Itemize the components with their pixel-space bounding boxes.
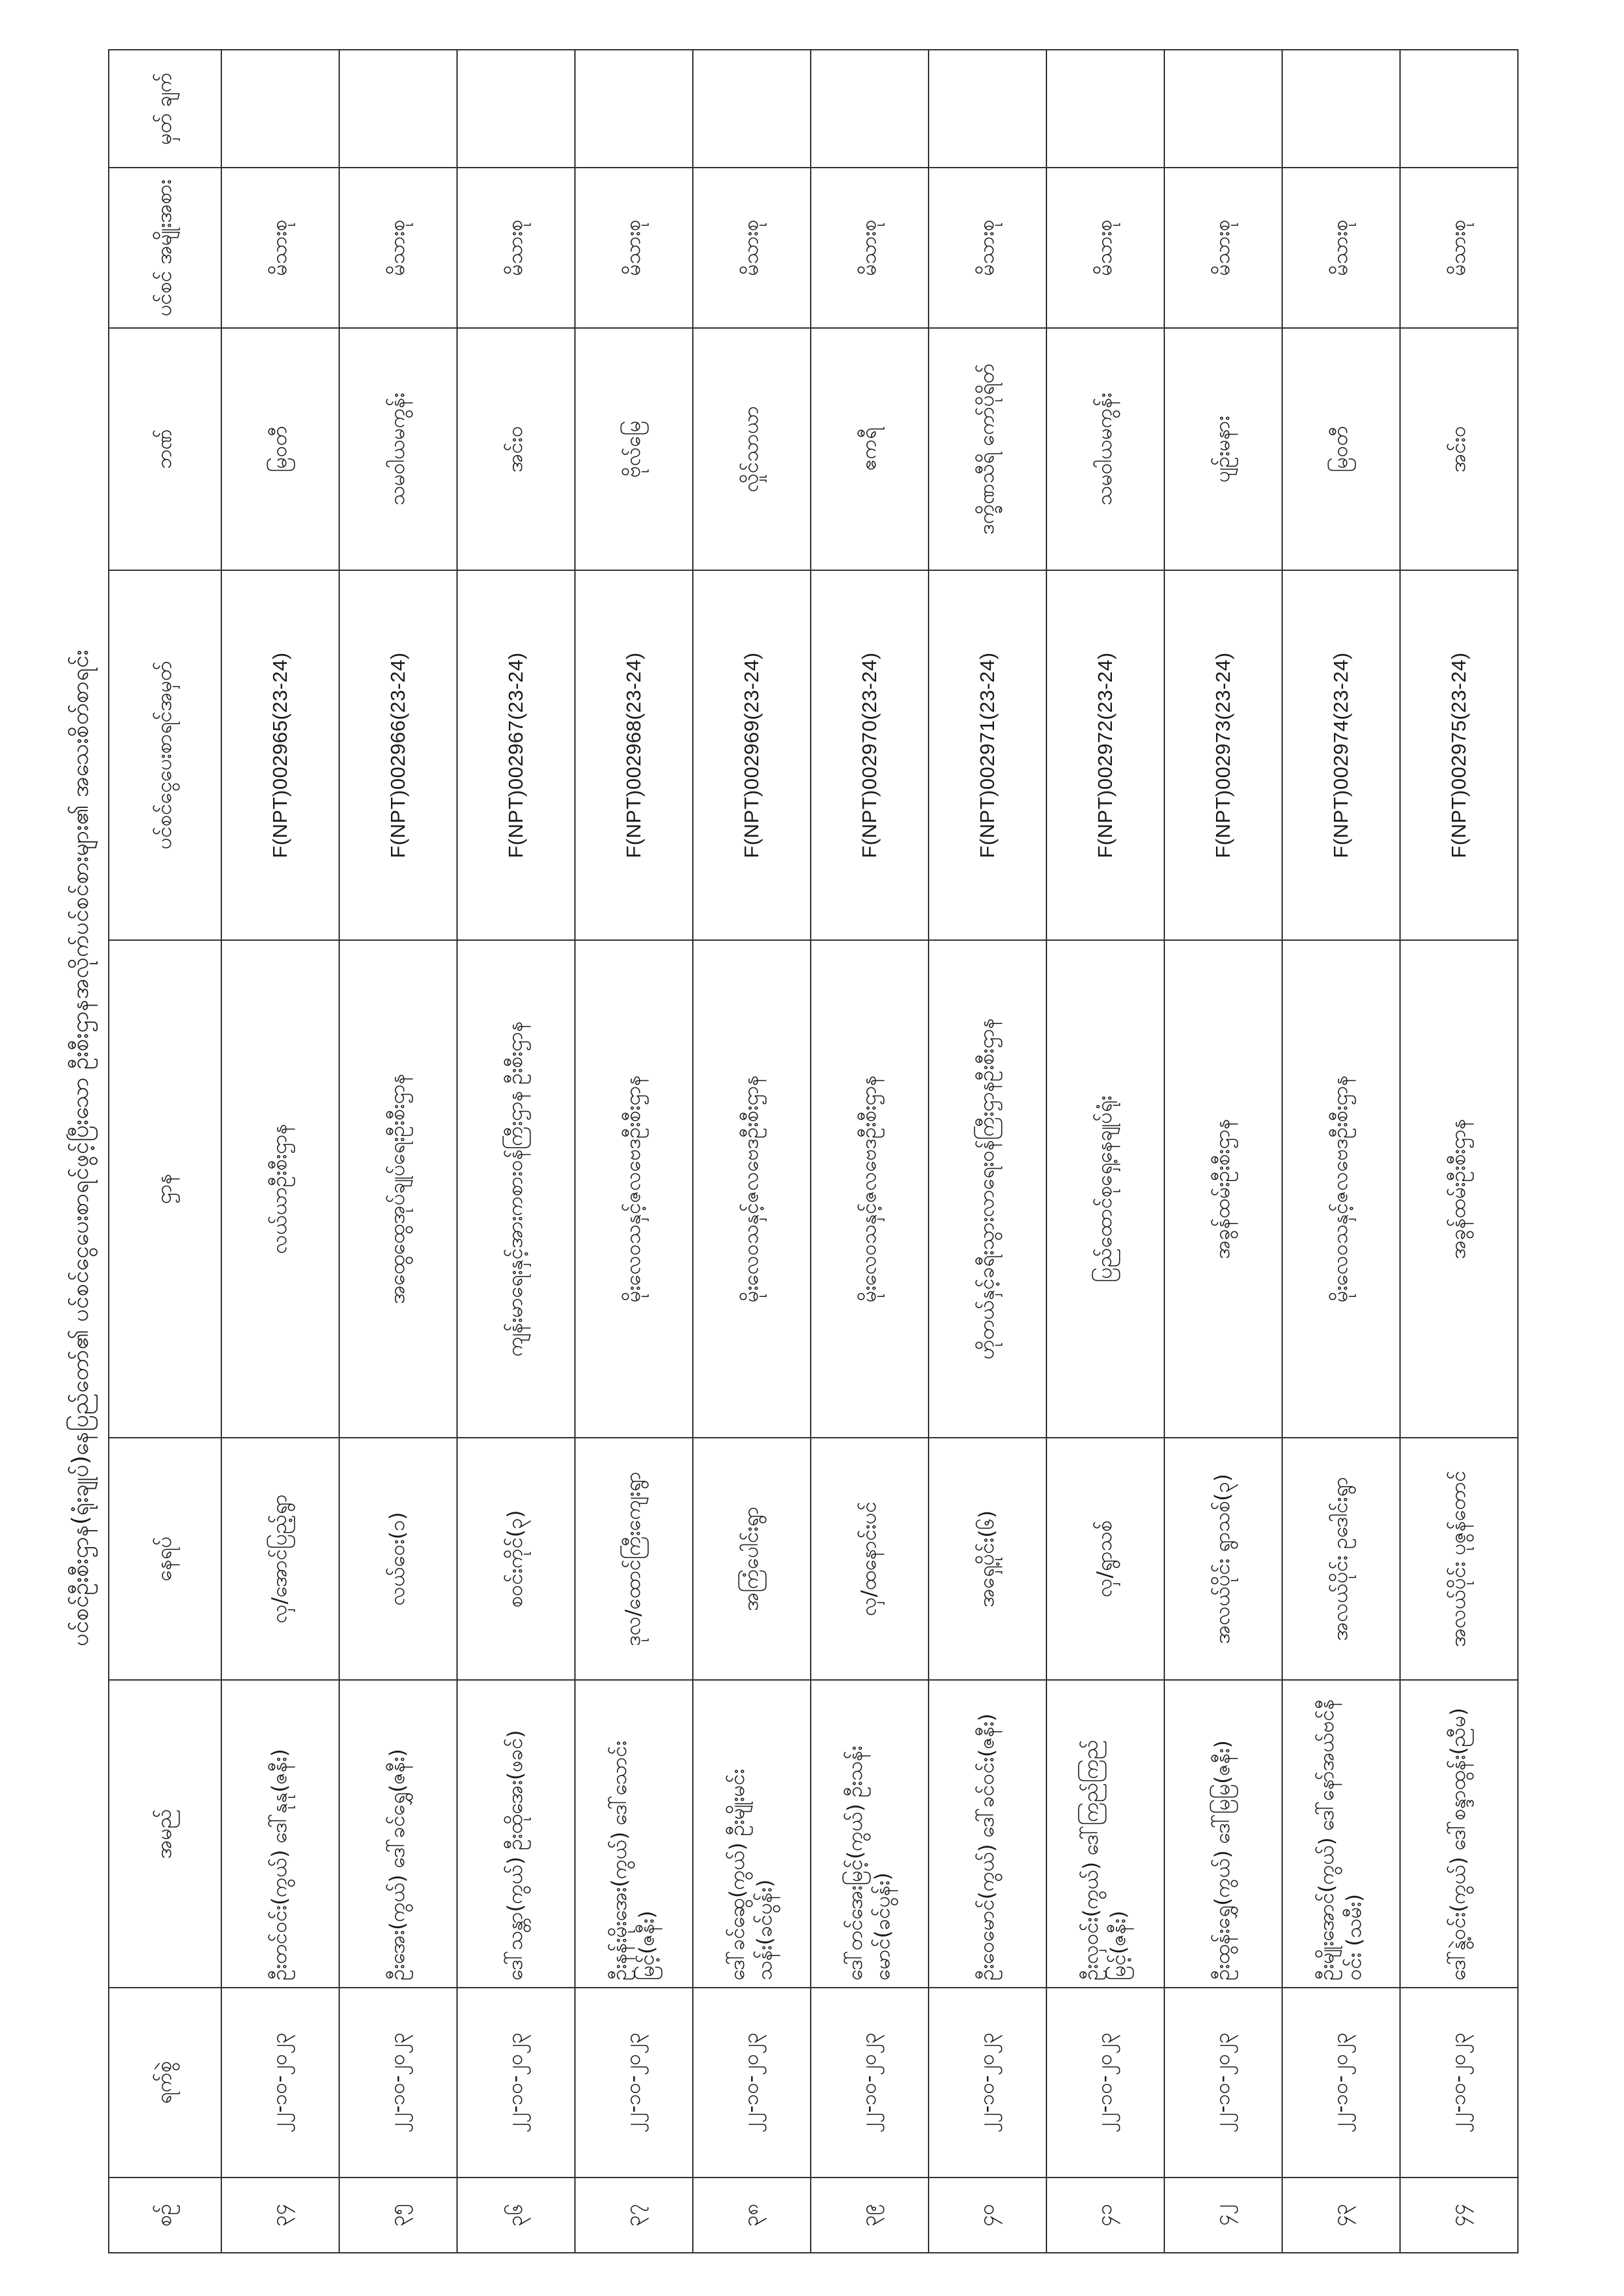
cell-date: ၂၂-၁၀-၂၀၂၃ [339, 1988, 457, 2178]
col-header-pension-type: ပင်စင် အမျိုးအစား [109, 168, 221, 328]
cell-bank: သမဝါယမကွန်း [339, 328, 457, 570]
cell-pension-no: F(NPT)002965(23-24) [221, 570, 339, 940]
cell-bank: ဒက္ခိဏသီရိ ကော်ပိုရိတ် [929, 328, 1046, 570]
cell-pension-type: မိသားစု [811, 168, 929, 328]
cell-remark [1400, 50, 1518, 168]
cell-name: ဦးအေး(ကွယ်) ဒေါ်ခင်ရွှေ(ဇနီး) [339, 1680, 457, 1988]
cell-remark [1046, 50, 1164, 168]
cell-department: အထွေထွေအုပ်ချုပ်ရေးဦးစီးဌာန [339, 940, 457, 1438]
cell-department: အခွန်ထမ်းဦးစီးဌာန [1400, 940, 1518, 1438]
cell-remark [1164, 50, 1282, 168]
cell-address: လယ်ဝေး(၁) [339, 1438, 457, 1680]
cell-address: အလယ်ပိုင်း ရွာသစ်(၃) [1164, 1438, 1282, 1680]
cell-date: ၂၂-၁၀-၂၀၂၃ [1400, 1988, 1518, 2178]
cell-bank: အင်းဝ [457, 328, 575, 570]
cell-bank: မြဝတီ [1282, 328, 1400, 570]
cell-pension-no: F(NPT)002975(23-24) [1400, 570, 1518, 940]
cell-pension-type: မိသားစု [1400, 168, 1518, 328]
cell-name: ဒေါ်သန္တာ(ကွယ်) ဦးထိုအေး(ဖခင်) [457, 1680, 575, 1988]
cell-name: ဦးဝေမောင်(ကွယ်) ဒေါ်ခင်ဝင်း(ဇနီး) [929, 1680, 1046, 1988]
cell-address: လှ/ရွာသစ် [1046, 1438, 1164, 1680]
header-row [109, 50, 221, 2253]
cell-department: ဟိုတယ်နှင့်ခရီးသွားလာရေးဝန်ကြီးဌာနဦးစီးဌာန [929, 940, 1046, 1438]
cell-department: အခွန်ထမ်းဦးစီးဌာန [1164, 940, 1282, 1438]
table-row [1400, 50, 1518, 2253]
cell-date: ၂၂-၁၀-၂၀၂၃ [1164, 1988, 1282, 2178]
cell-remark [221, 50, 339, 168]
col-header-remark: မှတ် ချက် [109, 50, 221, 168]
table-row [929, 50, 1046, 2253]
table-row [221, 50, 339, 2253]
cell-address: လှ/ထနောင်းပင် [811, 1438, 929, 1680]
cell-name: ဒေါ်ခင်ဆွေ(ကွယ်) ဦးမျိုးမင်းသန်း(ခင်ပွန်း) [693, 1680, 811, 1988]
cell-pension-no: F(NPT)002970(23-24) [811, 570, 929, 940]
cell-pension-type: မိသားစု [221, 168, 339, 328]
col-header-department: ဌာန [109, 940, 221, 1438]
table-row [339, 50, 457, 2253]
cell-pension-type: မိသားစု [1282, 168, 1400, 328]
cell-remark [457, 50, 575, 168]
pension-register-table [108, 49, 1519, 2253]
col-header-bank: ဘဏ် [109, 328, 221, 570]
cell-date: ၂၂-၁၀-၂၀၂၃ [693, 1988, 811, 2178]
cell-remark [575, 50, 693, 168]
cell-bank: သမဝါယမကွန်း [1046, 328, 1164, 570]
cell-no: ၄၁ [1046, 2178, 1164, 2253]
cell-date: ၂၂-၁၀-၂၀၂၃ [221, 1988, 339, 2178]
cell-pension-no: F(NPT)002973(23-24) [1164, 570, 1282, 940]
cell-date: ၂၂-၁၀-၂၀၂၃ [1046, 1988, 1164, 2178]
cell-pension-no: F(NPT)002967(23-24) [457, 570, 575, 940]
cell-department: မိုးလေဝသနှင့်ဇလဗေဒဦးစီးဌာန [693, 940, 811, 1438]
cell-bank: မြဝတီ [221, 328, 339, 570]
cell-pension-type: မိသားစု [1046, 168, 1164, 328]
table-row [1046, 50, 1164, 2253]
table-row [1282, 50, 1400, 2253]
table-row [693, 50, 811, 2253]
table-row [457, 50, 575, 2253]
cell-no: ၃၄ [221, 2178, 339, 2253]
cell-pension-no: F(NPT)002971(23-24) [929, 570, 1046, 940]
cell-no: ၃၅ [339, 2178, 457, 2253]
cell-remark [929, 50, 1046, 168]
cell-date: ၂၂-၁၀-၂၀၂၃ [811, 1988, 929, 2178]
cell-pension-type: မိသားစု [339, 168, 457, 328]
cell-address: အကြံပေါင်းရွာ [693, 1438, 811, 1680]
cell-pension-type: မိသားစု [1164, 168, 1282, 328]
cell-remark [811, 50, 929, 168]
col-header-no: စဉ် [109, 2178, 221, 2253]
cell-address: စဝင်းကိုင်(၃) [457, 1438, 575, 1680]
cell-address: လှ/အောင်ပြည့်ရွာ [221, 1438, 339, 1680]
cell-bank: လှိုင်သာယာ [693, 328, 811, 570]
cell-pension-no: F(NPT)002966(23-24) [339, 570, 457, 940]
cell-name: ဒေါ်နွဲ့ဝင်း(ကွယ်) ဒေါ်စန္ဒာထွန်း(ညီမ) [1400, 1680, 1518, 1988]
cell-no: ၄၂ [1164, 2178, 1282, 2253]
col-header-address: နေရပ် [109, 1438, 221, 1680]
cell-date: ၂၂-၁၀-၂၀၂၃ [457, 1988, 575, 2178]
cell-remark [1282, 50, 1400, 168]
cell-no: ၄၄ [1400, 2178, 1518, 2253]
cell-address: ဒုလ/ထောင်ကြီးကျေးရွာ [575, 1438, 693, 1680]
cell-pension-no: F(NPT)002968(23-24) [575, 570, 693, 940]
cell-department: မိုးလေဝသနှင့်ဇလဗေဒဦးစီးဌာန [575, 940, 693, 1438]
cell-no: ၃၉ [811, 2178, 929, 2253]
table-row [575, 50, 693, 2253]
cell-address: အရှေ့ပိုင်း(၆) [929, 1438, 1046, 1680]
cell-date: ၂၂-၁၀-၂၀၂၃ [1282, 1988, 1400, 2178]
col-header-date: ရက်စွဲ [109, 1988, 221, 2178]
cell-pension-type: မိသားစု [929, 168, 1046, 328]
cell-address: အလယ်ပိုင်း ဥဒေါင်းရွာ [1282, 1438, 1400, 1680]
cell-name: ဦးနန်းမိုးအေး(ကွယ်) ဒေါ်သောင်းမြင့်(ဇနီး) [575, 1680, 693, 1988]
cell-bank: အင်းဝ [1400, 328, 1518, 570]
cell-no: ၃၇ [575, 2178, 693, 2253]
document-title: ပင်စင်ဦးစီးဌာန(ရုံးချုပ်)နေပြည်တော်၏ ပင်စင်ငွေပေးစာရင်ဖွင့်ပြီးသော ဦးစီးဌာနအလိုက်ပင်စင်စားများ၏ အသေးစိတ်စာရင်း [67, 649, 94, 1647]
cell-department: လယ်ယာဦးစီးဌာန [221, 940, 339, 1438]
col-header-name: အမည် [109, 1680, 221, 1988]
cell-pension-no: F(NPT)002972(23-24) [1046, 570, 1164, 940]
table-row [1164, 50, 1282, 2253]
cell-remark [693, 50, 811, 168]
cell-department: မိုးလေဝသနှင့်ဇလဗေဒဦးစီးဌာန [811, 940, 929, 1438]
cell-name: ဦးတင်ဝင်း(ကွယ်) ဒေါ်နုနု(ဇနီး) [221, 1680, 339, 1988]
cell-no: ၃၆ [457, 2178, 575, 2253]
cell-name: ဦးမျိုးအောင်(ကွယ်) ဒေါ်နော်အယ်ဗင်နီဝင်း (သမီး) [1282, 1680, 1400, 1988]
cell-bank: ဗိုလ်မြေ [575, 328, 693, 570]
cell-remark [339, 50, 457, 168]
cell-no: ၄၃ [1282, 2178, 1400, 2253]
cell-name: ဦးထွန်းရွှေ(ကွယ်) ဒေါ်မြမြ(ဇနီး) [1164, 1680, 1282, 1988]
cell-department: ကျန်းမာရေးနှင့်အားကစားဝန်ကြီးဌာန ဦးစီးဌာန [457, 940, 575, 1438]
cell-name: ဦးလှဝင်း(ကွယ်) ဒေါ်ကြည်ကြည်မြင့်(ဇနီး) [1046, 1680, 1164, 1988]
cell-no: ၃၈ [693, 2178, 811, 2253]
cell-pension-type: မိသားစု [457, 168, 575, 328]
cell-bank: ဧကရီ [811, 328, 929, 570]
cell-no: ၄၀ [929, 2178, 1046, 2253]
cell-pension-type: မိသားစု [575, 168, 693, 328]
cell-pension-no: F(NPT)002974(23-24) [1282, 570, 1400, 940]
cell-department: ပြည်ထောင်စုရှေ့နေချုပ်ရုံး [1046, 940, 1164, 1438]
table-row [811, 50, 929, 2253]
cell-pension-type: မိသားစု [693, 168, 811, 328]
cell-pension-no: F(NPT)002969(23-24) [693, 570, 811, 940]
cell-address: အလယ်ပိုင်း ပုဇွန်တောင် [1400, 1438, 1518, 1680]
cell-date: ၂၂-၁၀-၂၀၂၃ [575, 1988, 693, 2178]
cell-name: ဒေါ်တင်အေးမြင့်(ကွယ်) ဦးသန်းမောင်(ခင်ပွန်း) [811, 1680, 929, 1988]
col-header-pension-no: ပင်စင်ငွေပေးစာရင်အမှတ် [109, 570, 221, 940]
cell-department: မိုးလေဝသနှင့်ဇလဗေဒဦးစီးဌာန [1282, 940, 1400, 1438]
cell-bank: ပျဉ်းမနား [1164, 328, 1282, 570]
cell-date: ၂၂-၁၀-၂၀၂၃ [929, 1988, 1046, 2178]
